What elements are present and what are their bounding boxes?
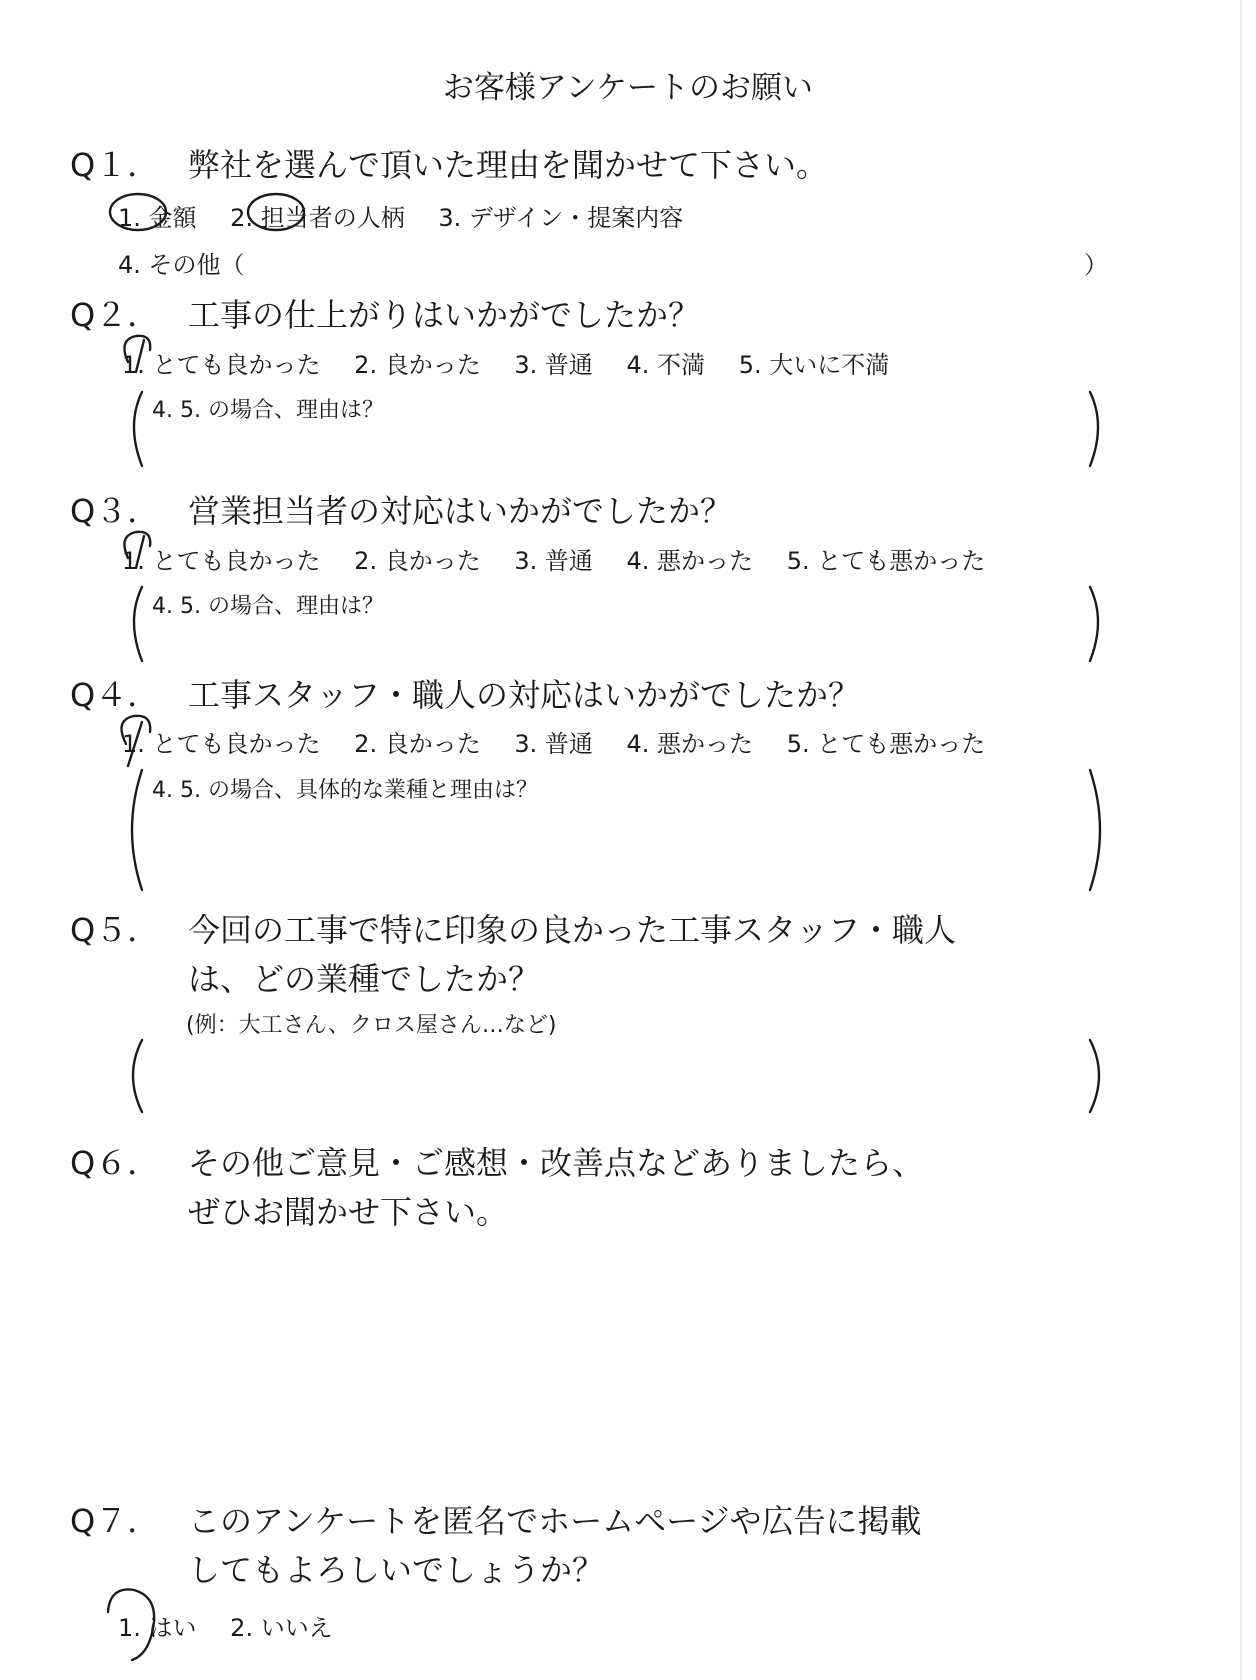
q3-option-2[interactable]: 2. 良かった (354, 547, 481, 575)
q6-line2: ぜひお聞かせ下さい。 (188, 1193, 509, 1231)
page-title: お客様アンケートのお願い (442, 70, 814, 106)
q4-option-2[interactable]: 2. 良かった (354, 730, 481, 758)
q4-option-3[interactable]: 3. 普通 (514, 730, 593, 758)
q5-bracket-right (1090, 1040, 1099, 1112)
q3-option-3[interactable]: 3. 普通 (514, 547, 593, 575)
q5-bracket-left (133, 1040, 142, 1112)
q4-question (70, 670, 860, 716)
q1-option-1[interactable]: 1. 金額 (118, 204, 197, 232)
q4-options (122, 724, 1011, 759)
q4-option-4[interactable]: 4. 悪かった (626, 730, 754, 758)
q3-bracket-left (134, 587, 142, 661)
q6-number: Q６． (70, 1144, 160, 1182)
q2-bracket-right (1090, 392, 1098, 466)
q6-question (70, 1138, 924, 1184)
q3-option-1[interactable]: 1. とても良かった (122, 547, 321, 575)
q3-bracket-right (1090, 587, 1098, 661)
q4-reason-label: 4. 5. の場合、具体的な業種と理由は？ (152, 778, 538, 803)
q5-number: Q５． (70, 911, 160, 949)
q3-options (122, 541, 1011, 576)
q2-bracket-left (134, 392, 142, 466)
q2-option-4[interactable]: 4. 不満 (626, 351, 706, 379)
q7-line1: このアンケートを匿名でホームページや広告に掲載 (188, 1502, 922, 1540)
q1-options (118, 198, 709, 233)
q2-option-3[interactable]: 3. 普通 (514, 351, 593, 379)
q3-question (70, 486, 732, 532)
q3-text: 営業担当者の対応はいかがでしたか？ (188, 492, 733, 530)
q1-other-close: ） (1084, 251, 1108, 279)
q5-line2: は、どの業種でしたか？ (188, 960, 541, 998)
q4-text: 工事スタッフ・職人の対応はいかがでしたか？ (188, 676, 861, 714)
q5-line1: 今回の工事で特に印象の良かった工事スタッフ・職人 (188, 911, 957, 949)
q3-number: Q３． (70, 492, 160, 530)
q7-line2: してもよろしいでしょうか？ (188, 1551, 605, 1589)
q2-text: 工事の仕上がりはいかがでしたか？ (188, 296, 701, 334)
q4-bracket-left (132, 770, 142, 890)
q2-option-2[interactable]: 2. 良かった (354, 351, 481, 379)
q4-option-5[interactable]: 5. とても悪かった (786, 730, 986, 758)
q1-other-label: 4. その他（ (118, 251, 245, 279)
q5-question (70, 905, 956, 951)
q2-reason-label: 4. 5. の場合、理由は？ (152, 398, 384, 423)
q2-question (70, 290, 700, 336)
q2-option-1[interactable]: 1. とても良かった (122, 351, 321, 379)
q1-option-2[interactable]: 2. 担当者の人柄 (230, 204, 405, 232)
q1-option-3[interactable]: 3. デザイン・提案内容 (438, 204, 684, 232)
q7-question (70, 1496, 921, 1542)
q2-option-5[interactable]: 5. 大いに不満 (738, 351, 890, 379)
q6-line1: その他ご意見・ご感想・改善点などありましたら、 (188, 1144, 925, 1182)
q1-text: 弊社を選んで頂いた理由を聞かせて下さい。 (188, 146, 829, 184)
q5-example: (例：大工さん、クロス屋さん…など) (186, 1013, 557, 1038)
q1-question (70, 140, 828, 186)
q7-option-yes[interactable]: 1. はい (118, 1614, 197, 1642)
q1-other (118, 245, 245, 280)
q2-options (122, 345, 915, 380)
q7-number: Q７． (70, 1502, 160, 1540)
q4-number: Q４． (70, 676, 160, 714)
scan-edge (1240, 0, 1242, 1680)
q3-reason-label: 4. 5. の場合、理由は？ (152, 594, 384, 619)
q4-option-1[interactable]: 1. とても良かった (122, 730, 321, 758)
q1-number: Q１． (70, 146, 160, 184)
q2-number: Q２． (70, 296, 160, 334)
q7-option-no[interactable]: 2. いいえ (230, 1614, 333, 1642)
q7-options (118, 1608, 359, 1643)
q4-bracket-right (1090, 770, 1100, 890)
q3-option-4[interactable]: 4. 悪かった (626, 547, 754, 575)
q3-option-5[interactable]: 5. とても悪かった (786, 547, 986, 575)
